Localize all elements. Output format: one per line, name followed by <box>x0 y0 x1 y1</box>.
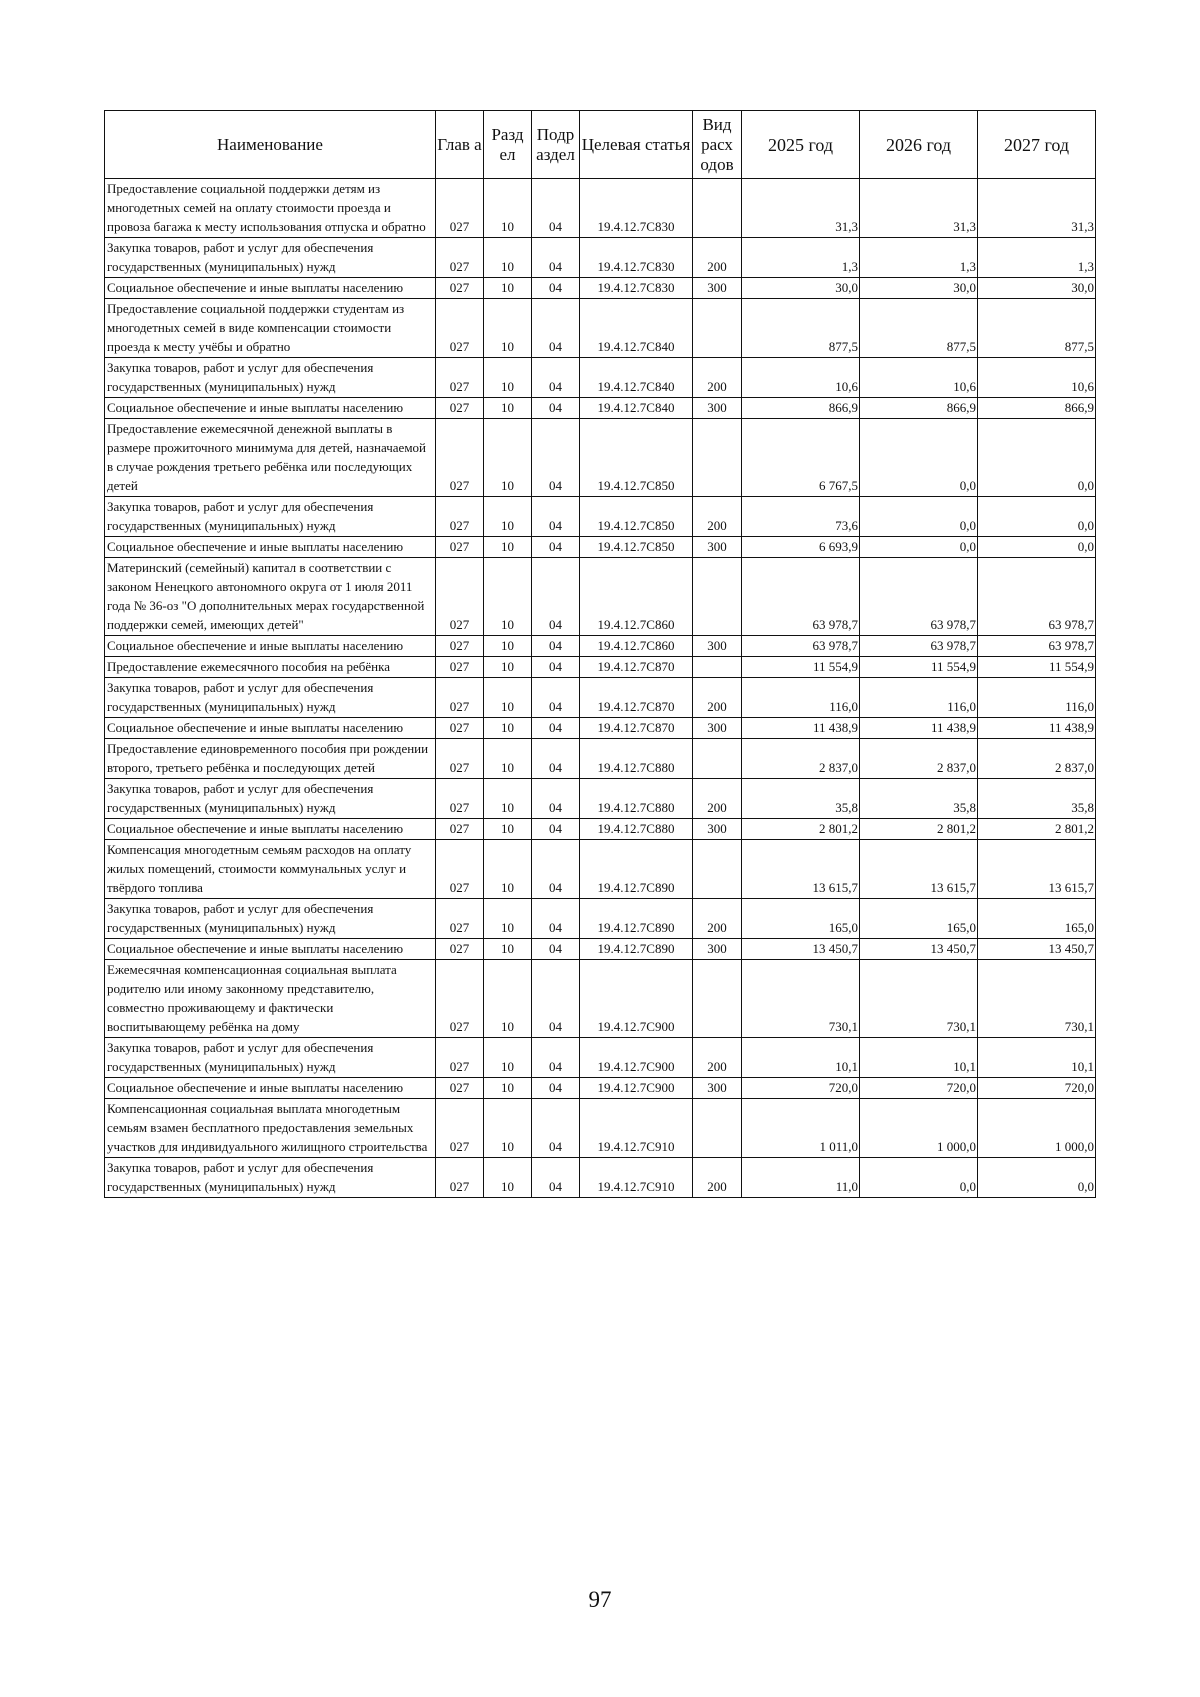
cell-glava: 027 <box>436 179 484 238</box>
table-row <box>105 537 1096 558</box>
table-row <box>105 358 1096 398</box>
cell-podrazdel: 04 <box>532 657 580 678</box>
cell-2025: 13 450,7 <box>742 939 860 960</box>
cell-vid <box>693 739 742 779</box>
cell-glava: 027 <box>436 960 484 1038</box>
cell-2026: 35,8 <box>860 779 978 819</box>
cell-2025: 2 801,2 <box>742 819 860 840</box>
cell-2027: 1,3 <box>978 238 1096 278</box>
cell-target: 19.4.12.7С890 <box>580 840 693 899</box>
cell-glava: 027 <box>436 558 484 636</box>
table-row <box>105 238 1096 278</box>
cell-name: Социальное обеспечение и иные выплаты населению <box>105 939 436 960</box>
cell-2026: 63 978,7 <box>860 636 978 657</box>
cell-2026: 2 837,0 <box>860 739 978 779</box>
cell-2025: 13 615,7 <box>742 840 860 899</box>
table-row <box>105 960 1096 1038</box>
cell-2025: 30,0 <box>742 278 860 299</box>
cell-name: Закупка товаров, работ и услуг для обеспечения государственных (муниципальных) нужд <box>105 358 436 398</box>
cell-2025: 866,9 <box>742 398 860 419</box>
cell-vid: 200 <box>693 358 742 398</box>
cell-2025: 116,0 <box>742 678 860 718</box>
cell-vid: 300 <box>693 819 742 840</box>
cell-name: Предоставление ежемесячного пособия на ребёнка <box>105 657 436 678</box>
cell-name: Социальное обеспечение и иные выплаты населению <box>105 537 436 558</box>
table-row <box>105 299 1096 358</box>
cell-name: Социальное обеспечение и иные выплаты населению <box>105 819 436 840</box>
cell-podrazdel: 04 <box>532 558 580 636</box>
cell-2026: 13 615,7 <box>860 840 978 899</box>
cell-2026: 11 554,9 <box>860 657 978 678</box>
cell-vid: 200 <box>693 678 742 718</box>
cell-razdel: 10 <box>484 419 532 497</box>
cell-podrazdel: 04 <box>532 278 580 299</box>
table-row <box>105 179 1096 238</box>
cell-podrazdel: 04 <box>532 497 580 537</box>
cell-target: 19.4.12.7С890 <box>580 899 693 939</box>
cell-glava: 027 <box>436 657 484 678</box>
cell-vid: 300 <box>693 939 742 960</box>
cell-razdel: 10 <box>484 238 532 278</box>
header-2026: 2026 год <box>860 111 978 179</box>
cell-vid: 300 <box>693 1078 742 1099</box>
cell-2027: 165,0 <box>978 899 1096 939</box>
cell-2026: 2 801,2 <box>860 819 978 840</box>
cell-vid: 300 <box>693 278 742 299</box>
cell-name: Материнский (семейный) капитал в соответствии с законом Ненецкого автономного округа от 1 июля 2011 года № 36-оз "О дополнительных мерах государственной поддержки семей, имеющих детей" <box>105 558 436 636</box>
cell-razdel: 10 <box>484 299 532 358</box>
cell-2027: 10,6 <box>978 358 1096 398</box>
cell-razdel: 10 <box>484 779 532 819</box>
cell-razdel: 10 <box>484 718 532 739</box>
cell-razdel: 10 <box>484 960 532 1038</box>
header-razdel: Разд ел <box>484 111 532 179</box>
cell-podrazdel: 04 <box>532 739 580 779</box>
cell-2027: 730,1 <box>978 960 1096 1038</box>
header-row <box>105 111 1096 179</box>
cell-2026: 866,9 <box>860 398 978 419</box>
cell-target: 19.4.12.7С880 <box>580 819 693 840</box>
table-row <box>105 840 1096 899</box>
cell-name: Закупка товаров, работ и услуг для обеспечения государственных (муниципальных) нужд <box>105 238 436 278</box>
cell-podrazdel: 04 <box>532 819 580 840</box>
cell-2026: 165,0 <box>860 899 978 939</box>
cell-2027: 10,1 <box>978 1038 1096 1078</box>
cell-target: 19.4.12.7С840 <box>580 398 693 419</box>
cell-vid <box>693 299 742 358</box>
cell-name: Компенсационная социальная выплата многодетным семьям взамен бесплатного предоставления земельных участков для индивидуального жилищного строительства <box>105 1099 436 1158</box>
cell-2025: 1 011,0 <box>742 1099 860 1158</box>
cell-podrazdel: 04 <box>532 960 580 1038</box>
cell-2025: 877,5 <box>742 299 860 358</box>
cell-glava: 027 <box>436 1099 484 1158</box>
cell-glava: 027 <box>436 419 484 497</box>
cell-vid <box>693 840 742 899</box>
table-row <box>105 939 1096 960</box>
cell-target: 19.4.12.7С840 <box>580 299 693 358</box>
cell-target: 19.4.12.7С910 <box>580 1158 693 1198</box>
cell-2027: 13 615,7 <box>978 840 1096 899</box>
cell-glava: 027 <box>436 398 484 419</box>
cell-razdel: 10 <box>484 1078 532 1099</box>
cell-podrazdel: 04 <box>532 299 580 358</box>
cell-name: Предоставление ежемесячной денежной выплаты в размере прожиточного минимума для детей, назначаемой в случае рождения третьего ребёнка или последующих детей <box>105 419 436 497</box>
cell-name: Ежемесячная компенсационная социальная выплата родителю или иному законному представителю, совместно проживающему и фактически воспитывающему ребёнка на дому <box>105 960 436 1038</box>
cell-razdel: 10 <box>484 899 532 939</box>
cell-2027: 13 450,7 <box>978 939 1096 960</box>
cell-2026: 1 000,0 <box>860 1099 978 1158</box>
cell-2026: 0,0 <box>860 419 978 497</box>
cell-2027: 63 978,7 <box>978 636 1096 657</box>
cell-glava: 027 <box>436 358 484 398</box>
cell-razdel: 10 <box>484 739 532 779</box>
cell-glava: 027 <box>436 939 484 960</box>
cell-podrazdel: 04 <box>532 238 580 278</box>
cell-2025: 6 693,9 <box>742 537 860 558</box>
header-2025: 2025 год <box>742 111 860 179</box>
cell-razdel: 10 <box>484 678 532 718</box>
cell-glava: 027 <box>436 718 484 739</box>
cell-2026: 877,5 <box>860 299 978 358</box>
cell-2027: 31,3 <box>978 179 1096 238</box>
cell-podrazdel: 04 <box>532 419 580 497</box>
cell-glava: 027 <box>436 899 484 939</box>
cell-glava: 027 <box>436 238 484 278</box>
cell-name: Закупка товаров, работ и услуг для обеспечения государственных (муниципальных) нужд <box>105 779 436 819</box>
table-row <box>105 899 1096 939</box>
cell-razdel: 10 <box>484 939 532 960</box>
cell-2027: 877,5 <box>978 299 1096 358</box>
table-row <box>105 657 1096 678</box>
cell-target: 19.4.12.7С870 <box>580 678 693 718</box>
cell-vid: 200 <box>693 899 742 939</box>
cell-glava: 027 <box>436 779 484 819</box>
cell-2025: 6 767,5 <box>742 419 860 497</box>
cell-glava: 027 <box>436 1038 484 1078</box>
cell-name: Закупка товаров, работ и услуг для обеспечения государственных (муниципальных) нужд <box>105 1158 436 1198</box>
cell-2025: 11 554,9 <box>742 657 860 678</box>
table-row <box>105 636 1096 657</box>
cell-podrazdel: 04 <box>532 840 580 899</box>
cell-razdel: 10 <box>484 657 532 678</box>
cell-glava: 027 <box>436 678 484 718</box>
cell-target: 19.4.12.7С860 <box>580 558 693 636</box>
cell-target: 19.4.12.7С900 <box>580 1078 693 1099</box>
cell-glava: 027 <box>436 636 484 657</box>
cell-razdel: 10 <box>484 179 532 238</box>
cell-name: Социальное обеспечение и иные выплаты населению <box>105 398 436 419</box>
header-target: Целевая статья <box>580 111 693 179</box>
cell-vid: 300 <box>693 718 742 739</box>
cell-2026: 10,6 <box>860 358 978 398</box>
cell-2027: 1 000,0 <box>978 1099 1096 1158</box>
cell-podrazdel: 04 <box>532 899 580 939</box>
cell-glava: 027 <box>436 819 484 840</box>
cell-2025: 63 978,7 <box>742 558 860 636</box>
cell-2026: 30,0 <box>860 278 978 299</box>
cell-razdel: 10 <box>484 1038 532 1078</box>
cell-2026: 10,1 <box>860 1038 978 1078</box>
cell-2025: 10,1 <box>742 1038 860 1078</box>
cell-vid: 300 <box>693 398 742 419</box>
cell-2027: 30,0 <box>978 278 1096 299</box>
cell-vid <box>693 960 742 1038</box>
cell-2025: 35,8 <box>742 779 860 819</box>
cell-glava: 027 <box>436 278 484 299</box>
cell-podrazdel: 04 <box>532 358 580 398</box>
cell-name: Закупка товаров, работ и услуг для обеспечения государственных (муниципальных) нужд <box>105 1038 436 1078</box>
cell-vid <box>693 657 742 678</box>
cell-razdel: 10 <box>484 358 532 398</box>
cell-2026: 11 438,9 <box>860 718 978 739</box>
cell-2027: 0,0 <box>978 537 1096 558</box>
table-row <box>105 558 1096 636</box>
header-2027: 2027 год <box>978 111 1096 179</box>
table-row <box>105 718 1096 739</box>
cell-target: 19.4.12.7С840 <box>580 358 693 398</box>
cell-2025: 10,6 <box>742 358 860 398</box>
cell-razdel: 10 <box>484 398 532 419</box>
cell-glava: 027 <box>436 1078 484 1099</box>
cell-razdel: 10 <box>484 497 532 537</box>
cell-name: Предоставление социальной поддержки студентам из многодетных семей в виде компенсации стоимости проезда к месту учёбы и обратно <box>105 299 436 358</box>
cell-2027: 11 438,9 <box>978 718 1096 739</box>
cell-target: 19.4.12.7С870 <box>580 718 693 739</box>
cell-2027: 2 801,2 <box>978 819 1096 840</box>
cell-2026: 1,3 <box>860 238 978 278</box>
cell-razdel: 10 <box>484 278 532 299</box>
cell-vid: 200 <box>693 497 742 537</box>
cell-vid: 200 <box>693 238 742 278</box>
header-name: Наименование <box>105 111 436 179</box>
cell-vid: 200 <box>693 1038 742 1078</box>
header-podrazdel: Подр аздел <box>532 111 580 179</box>
cell-target: 19.4.12.7С830 <box>580 278 693 299</box>
cell-2026: 0,0 <box>860 497 978 537</box>
cell-podrazdel: 04 <box>532 779 580 819</box>
cell-podrazdel: 04 <box>532 718 580 739</box>
header-vid: Вид расх одов <box>693 111 742 179</box>
cell-target: 19.4.12.7С880 <box>580 739 693 779</box>
cell-2025: 1,3 <box>742 238 860 278</box>
cell-2026: 720,0 <box>860 1078 978 1099</box>
cell-podrazdel: 04 <box>532 398 580 419</box>
cell-razdel: 10 <box>484 819 532 840</box>
cell-podrazdel: 04 <box>532 636 580 657</box>
cell-vid: 200 <box>693 1158 742 1198</box>
cell-target: 19.4.12.7С850 <box>580 497 693 537</box>
table-row <box>105 1099 1096 1158</box>
budget-table <box>104 110 1096 1198</box>
cell-2027: 0,0 <box>978 419 1096 497</box>
cell-vid <box>693 558 742 636</box>
cell-glava: 027 <box>436 840 484 899</box>
cell-2026: 31,3 <box>860 179 978 238</box>
cell-glava: 027 <box>436 537 484 558</box>
table-row <box>105 678 1096 718</box>
cell-glava: 027 <box>436 1158 484 1198</box>
cell-target: 19.4.12.7С870 <box>580 657 693 678</box>
cell-2027: 116,0 <box>978 678 1096 718</box>
cell-razdel: 10 <box>484 1099 532 1158</box>
cell-glava: 027 <box>436 299 484 358</box>
cell-2027: 11 554,9 <box>978 657 1096 678</box>
cell-name: Закупка товаров, работ и услуг для обеспечения государственных (муниципальных) нужд <box>105 497 436 537</box>
cell-2026: 0,0 <box>860 1158 978 1198</box>
table-row <box>105 1158 1096 1198</box>
cell-2027: 866,9 <box>978 398 1096 419</box>
cell-razdel: 10 <box>484 537 532 558</box>
cell-vid <box>693 1099 742 1158</box>
cell-vid <box>693 179 742 238</box>
cell-target: 19.4.12.7С880 <box>580 779 693 819</box>
table-row <box>105 779 1096 819</box>
cell-podrazdel: 04 <box>532 1078 580 1099</box>
page-number: 97 <box>588 1587 612 1612</box>
cell-2025: 11,0 <box>742 1158 860 1198</box>
cell-podrazdel: 04 <box>532 1038 580 1078</box>
cell-name: Социальное обеспечение и иные выплаты населению <box>105 278 436 299</box>
cell-razdel: 10 <box>484 558 532 636</box>
cell-2027: 720,0 <box>978 1078 1096 1099</box>
cell-podrazdel: 04 <box>532 537 580 558</box>
cell-vid: 200 <box>693 779 742 819</box>
cell-2025: 720,0 <box>742 1078 860 1099</box>
cell-razdel: 10 <box>484 636 532 657</box>
cell-target: 19.4.12.7С900 <box>580 1038 693 1078</box>
cell-name: Социальное обеспечение и иные выплаты населению <box>105 718 436 739</box>
cell-2025: 31,3 <box>742 179 860 238</box>
cell-podrazdel: 04 <box>532 1158 580 1198</box>
cell-2026: 730,1 <box>860 960 978 1038</box>
cell-target: 19.4.12.7С830 <box>580 179 693 238</box>
cell-razdel: 10 <box>484 1158 532 1198</box>
table-row <box>105 819 1096 840</box>
table-row <box>105 398 1096 419</box>
cell-2027: 0,0 <box>978 1158 1096 1198</box>
cell-name: Закупка товаров, работ и услуг для обеспечения государственных (муниципальных) нужд <box>105 678 436 718</box>
cell-2025: 165,0 <box>742 899 860 939</box>
cell-vid: 300 <box>693 537 742 558</box>
cell-2025: 63 978,7 <box>742 636 860 657</box>
cell-2026: 63 978,7 <box>860 558 978 636</box>
cell-target: 19.4.12.7С910 <box>580 1099 693 1158</box>
cell-2026: 13 450,7 <box>860 939 978 960</box>
cell-target: 19.4.12.7С900 <box>580 960 693 1038</box>
cell-name: Социальное обеспечение и иные выплаты населению <box>105 1078 436 1099</box>
table-row <box>105 1038 1096 1078</box>
cell-2027: 63 978,7 <box>978 558 1096 636</box>
cell-2025: 730,1 <box>742 960 860 1038</box>
cell-name: Предоставление социальной поддержки детям из многодетных семей на оплату стоимости проезда и провоза багажа к месту использования отпуска и обратно <box>105 179 436 238</box>
cell-2025: 11 438,9 <box>742 718 860 739</box>
cell-target: 19.4.12.7С830 <box>580 238 693 278</box>
table-body <box>105 179 1096 1198</box>
cell-vid <box>693 419 742 497</box>
cell-podrazdel: 04 <box>532 179 580 238</box>
cell-name: Предоставление единовременного пособия при рождении второго, третьего ребёнка и последующих детей <box>105 739 436 779</box>
cell-2027: 2 837,0 <box>978 739 1096 779</box>
cell-name: Социальное обеспечение и иные выплаты населению <box>105 636 436 657</box>
cell-podrazdel: 04 <box>532 939 580 960</box>
cell-target: 19.4.12.7С860 <box>580 636 693 657</box>
table-row <box>105 1078 1096 1099</box>
table-row <box>105 497 1096 537</box>
cell-name: Компенсация многодетным семьям расходов на оплату жилых помещений, стоимости коммунальных услуг и твёрдого топлива <box>105 840 436 899</box>
cell-podrazdel: 04 <box>532 678 580 718</box>
cell-target: 19.4.12.7С850 <box>580 537 693 558</box>
cell-name: Закупка товаров, работ и услуг для обеспечения государственных (муниципальных) нужд <box>105 899 436 939</box>
cell-target: 19.4.12.7С850 <box>580 419 693 497</box>
cell-2025: 2 837,0 <box>742 739 860 779</box>
cell-vid: 300 <box>693 636 742 657</box>
cell-glava: 027 <box>436 497 484 537</box>
cell-2027: 35,8 <box>978 779 1096 819</box>
cell-target: 19.4.12.7С890 <box>580 939 693 960</box>
header-glava: Глав а <box>436 111 484 179</box>
table-row <box>105 739 1096 779</box>
cell-2025: 73,6 <box>742 497 860 537</box>
cell-glava: 027 <box>436 739 484 779</box>
cell-podrazdel: 04 <box>532 1099 580 1158</box>
cell-2026: 116,0 <box>860 678 978 718</box>
cell-2027: 0,0 <box>978 497 1096 537</box>
table-row <box>105 419 1096 497</box>
cell-2026: 0,0 <box>860 537 978 558</box>
cell-razdel: 10 <box>484 840 532 899</box>
table-row <box>105 278 1096 299</box>
